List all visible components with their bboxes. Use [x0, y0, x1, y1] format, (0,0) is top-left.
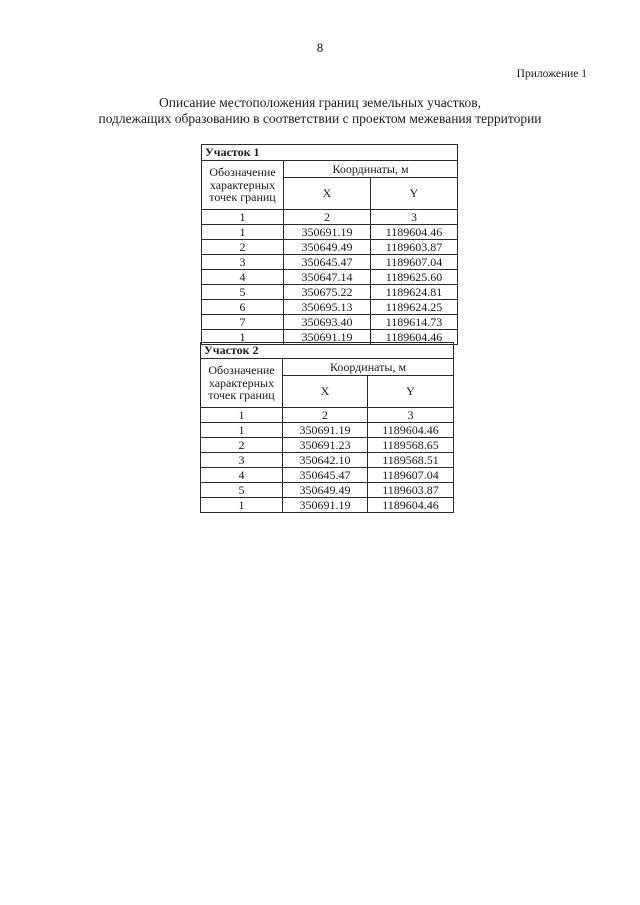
- x-coordinate-cell: 350642.10: [283, 453, 368, 468]
- x-header: X: [284, 178, 371, 210]
- y-coordinate-cell: 1189624.25: [371, 300, 458, 315]
- title-line: Описание местоположения границ земельных участков,: [159, 95, 481, 110]
- y-coordinate-cell: 1189568.51: [368, 453, 454, 468]
- x-coordinate-cell: 350691.19: [283, 498, 368, 513]
- document-title: [0, 95, 640, 127]
- y-coordinate-cell: 1189625.60: [371, 270, 458, 285]
- coordinate-row: [201, 468, 454, 483]
- parcel-title: Участок 2: [201, 343, 454, 359]
- parcel-title-row: [201, 343, 454, 359]
- point-number-cell: 4: [202, 270, 284, 285]
- column-number-row: [202, 210, 458, 225]
- parcel-1-coordinates-table: [201, 144, 458, 345]
- y-coordinate-cell: 1189604.46: [371, 330, 458, 345]
- coordinate-row: [202, 240, 458, 255]
- coordinate-row: [201, 483, 454, 498]
- point-number-cell: 6: [202, 300, 284, 315]
- header-line: Обозначение: [208, 363, 275, 378]
- header-line: точек границ: [209, 190, 276, 205]
- x-coordinate-cell: 350675.22: [284, 285, 371, 300]
- point-number-cell: 1: [202, 225, 284, 240]
- y-coordinate-cell: 1189614.73: [371, 315, 458, 330]
- header-line: характерных: [209, 177, 276, 192]
- x-coordinate-cell: 350649.49: [284, 240, 371, 255]
- coordinates-header: Координаты, м: [283, 359, 454, 376]
- y-coordinate-cell: 1189607.04: [368, 468, 454, 483]
- point-number-cell: 2: [201, 438, 283, 453]
- coordinate-row: [201, 438, 454, 453]
- point-number-cell: 1: [202, 330, 284, 345]
- header-line: точек границ: [208, 388, 275, 403]
- x-coordinate-cell: 350695.13: [284, 300, 371, 315]
- coordinate-row: [202, 270, 458, 285]
- y-coordinate-cell: 1189604.46: [368, 423, 454, 438]
- y-header: Y: [371, 178, 458, 210]
- x-coordinate-cell: 350691.19: [283, 423, 368, 438]
- coordinates-header: Координаты, м: [284, 161, 458, 178]
- column-number: 1: [202, 210, 284, 225]
- column-number: 2: [283, 408, 368, 423]
- x-coordinate-cell: 350645.47: [283, 468, 368, 483]
- coordinate-row: [201, 453, 454, 468]
- column-number: 3: [371, 210, 458, 225]
- x-coordinate-cell: 350649.49: [283, 483, 368, 498]
- coordinate-row: [202, 285, 458, 300]
- x-coordinate-cell: 350693.40: [284, 315, 371, 330]
- x-coordinate-cell: 350691.23: [283, 438, 368, 453]
- y-coordinate-cell: 1189568.65: [368, 438, 454, 453]
- y-coordinate-cell: 1189603.87: [368, 483, 454, 498]
- coordinate-row: [202, 225, 458, 240]
- title-line: подлежащих образованию в соответствии с проектом межевания территории: [98, 111, 542, 126]
- point-designation-header: [201, 359, 283, 408]
- coordinate-row: [202, 315, 458, 330]
- y-header: Y: [368, 376, 454, 408]
- coordinate-row: [202, 300, 458, 315]
- column-number: 3: [368, 408, 454, 423]
- coordinate-row: [201, 423, 454, 438]
- x-coordinate-cell: 350691.19: [284, 225, 371, 240]
- x-coordinate-cell: 350645.47: [284, 255, 371, 270]
- point-number-cell: 1: [201, 423, 283, 438]
- point-number-cell: 5: [201, 483, 283, 498]
- column-number: 1: [201, 408, 283, 423]
- parcel-title: Участок 1: [202, 145, 458, 161]
- column-number: 2: [284, 210, 371, 225]
- x-header: X: [283, 376, 368, 408]
- parcel-2-coordinates-table: [200, 342, 454, 513]
- y-coordinate-cell: 1189607.04: [371, 255, 458, 270]
- parcel-table-body: [201, 343, 454, 513]
- point-designation-header: [202, 161, 284, 210]
- y-coordinate-cell: 1189624.81: [371, 285, 458, 300]
- x-coordinate-cell: 350691.19: [284, 330, 371, 345]
- point-number-cell: 3: [202, 255, 284, 270]
- coordinate-row: [202, 255, 458, 270]
- header-row: [201, 359, 454, 376]
- header-line: Обозначение: [209, 165, 276, 180]
- parcel-table-body: [202, 145, 458, 345]
- page-number: 8: [316, 40, 324, 55]
- column-number-row: [201, 408, 454, 423]
- y-coordinate-cell: 1189604.46: [368, 498, 454, 513]
- point-number-cell: 4: [201, 468, 283, 483]
- point-number-cell: 7: [202, 315, 284, 330]
- coordinate-row: [201, 498, 454, 513]
- header-line: характерных: [208, 375, 275, 390]
- point-number-cell: 5: [202, 285, 284, 300]
- appendix-label: Приложение 1: [516, 68, 587, 80]
- header-row: [202, 161, 458, 178]
- point-number-cell: 2: [202, 240, 284, 255]
- y-coordinate-cell: 1189603.87: [371, 240, 458, 255]
- x-coordinate-cell: 350647.14: [284, 270, 371, 285]
- point-number-cell: 3: [201, 453, 283, 468]
- y-coordinate-cell: 1189604.46: [371, 225, 458, 240]
- point-number-cell: 1: [201, 498, 283, 513]
- parcel-title-row: [202, 145, 458, 161]
